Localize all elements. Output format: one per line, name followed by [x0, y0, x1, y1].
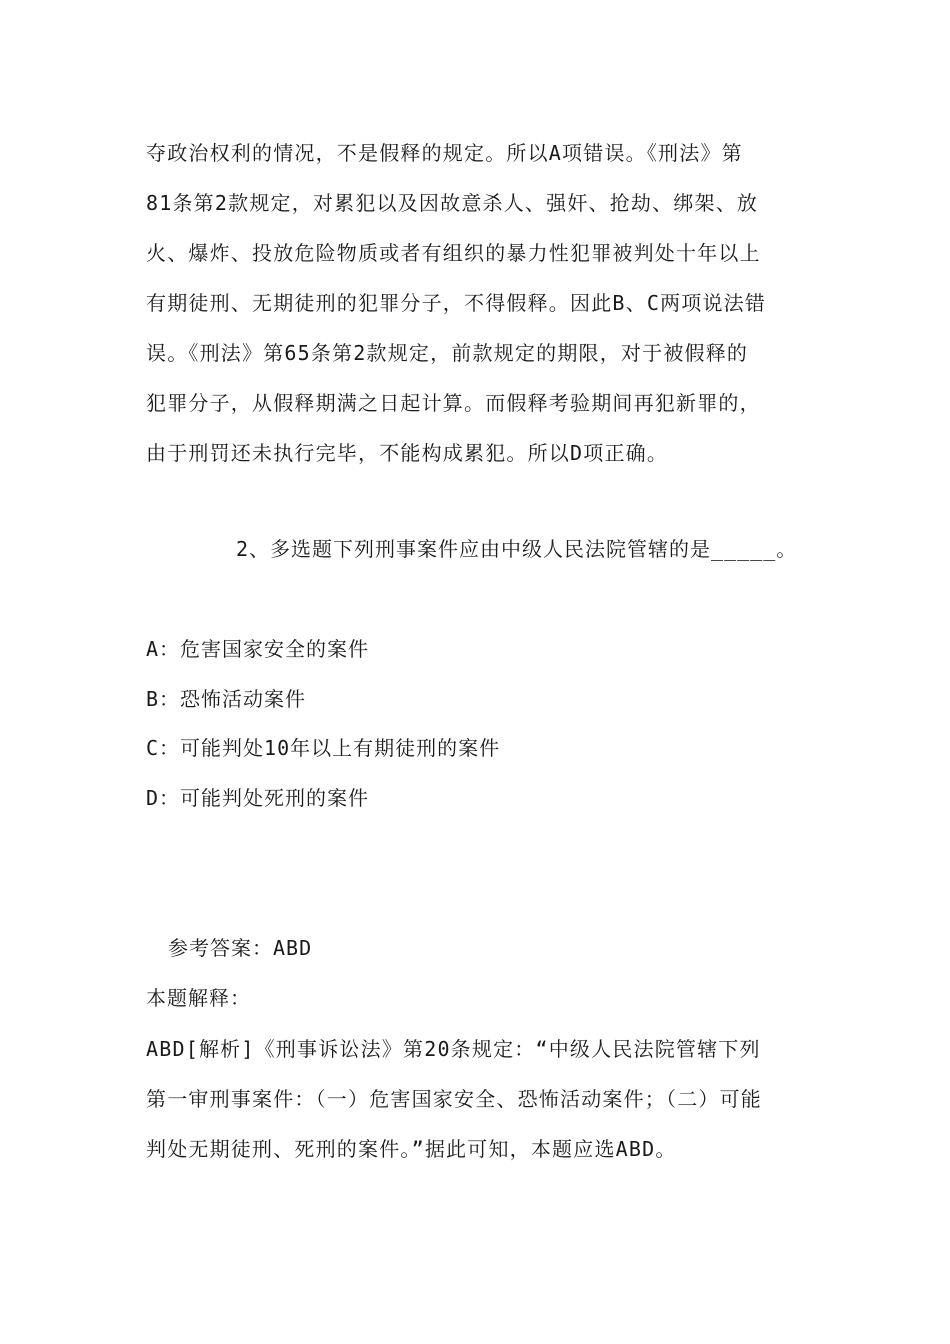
- explanation-heading: 本题解释：: [146, 986, 251, 1010]
- option-list: [146, 625, 846, 823]
- option-b: B：恐怖活动案件: [146, 686, 307, 711]
- option-a: A：危害国家安全的案件: [146, 637, 370, 661]
- question-text: 2、多选题下列刑事案件应由中级人民法院管辖的是_____。: [236, 537, 798, 561]
- previous-question-explanation: 夺政治权利的情况，不是假释的规定。所以A项错误。《刑法》第 81条第2款规定，对累犯以及因故意杀人、强奸、抢劫、绑架、放 火、爆炸、投放危险物质或者有组织的暴力性犯罪被判处十年以上 有期徒刑、无期徒刑的犯罪分子，不得假释。因此B、C两项说法错 误。《刑法》第65条第2款规定，前款规定的期限，对于被假释的 犯罪分子，从假释期满之日起计算。而假释考验期间再犯新罪的， 由于刑罚还未执行完毕，不能构成累犯。所以D项正确。: [146, 141, 767, 465]
- option-c: C：可能判处10年以上有期徒刑的案件: [146, 736, 501, 760]
- reference-answer: 参考答案：ABD: [168, 936, 313, 960]
- option-d: D：可能判处死刑的案件: [146, 785, 370, 810]
- explanation-body: ABD[解析]《刑事诉讼法》第20条规定：“中级人民法院管辖下列 第一审刑事案件：（一）危害国家安全、恐怖活动案件；（二）可能 判处无期徒刑、死刑的案件。”据此可知，本题应选ABD。: [146, 1037, 762, 1161]
